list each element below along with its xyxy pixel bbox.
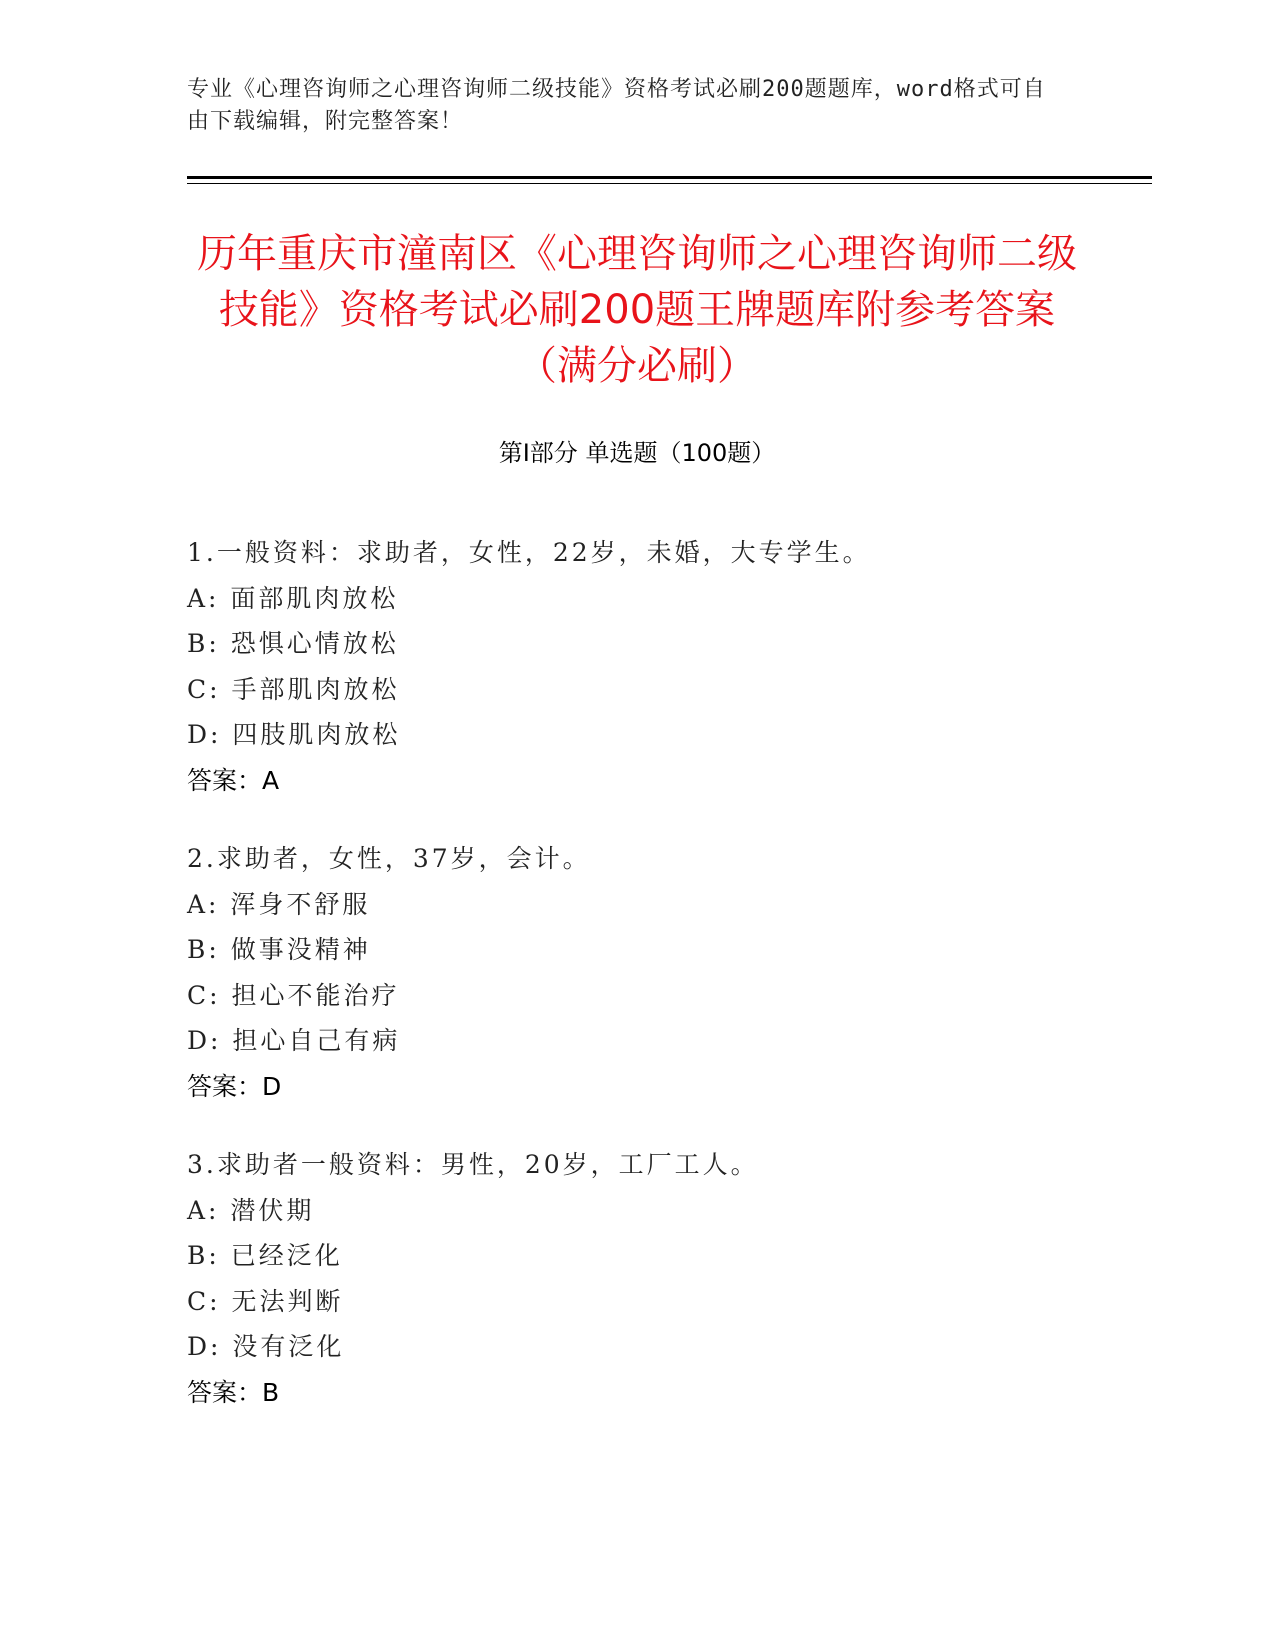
answer-line: 答案：A — [187, 765, 280, 795]
answer-line: 答案：D — [187, 1071, 282, 1101]
option-c: C: 手部肌肉放松 — [187, 674, 400, 704]
option-b: B: 已经泛化 — [187, 1241, 343, 1270]
option-d: D: 担心自己有病 — [187, 1026, 401, 1055]
question-stem: 1.一般资料：求助者，女性，22岁，未婚，大专学生。 — [187, 538, 871, 567]
option-a: A: 面部肌肉放松 — [187, 583, 399, 613]
option-a: A: 浑身不舒服 — [187, 889, 371, 919]
document-title: 历年重庆市潼南区《心理咨询师之心理咨询师二级技能》资格考试必刷200题王牌题库附参考答案（满分必刷） — [197, 231, 1077, 389]
option-b: B: 做事没精神 — [187, 935, 371, 964]
question-stem: 3.求助者一般资料：男性，20岁，工厂工人。 — [187, 1150, 759, 1179]
header-rule-thick — [187, 176, 1152, 179]
question-2 — [187, 836, 1087, 1109]
option-d: D: 四肢肌肉放松 — [187, 720, 401, 749]
answer-line: 答案：B — [187, 1377, 280, 1407]
question-stem: 2.求助者，女性，37岁，会计。 — [187, 844, 591, 873]
header-note: 专业《心理咨询师之心理咨询师二级技能》资格考试必刷200题题库，word格式可自由下载编辑，附完整答案！ — [187, 77, 1046, 134]
header-rule-thin — [187, 183, 1152, 184]
option-a: A: 潜伏期 — [187, 1195, 315, 1225]
question-list — [187, 530, 1087, 1448]
question-1 — [187, 530, 1087, 803]
section-title: 第I部分 单选题（100题） — [498, 439, 776, 467]
option-d: D: 没有泛化 — [187, 1332, 345, 1361]
option-c: C: 无法判断 — [187, 1286, 344, 1316]
option-c: C: 担心不能治疗 — [187, 980, 400, 1010]
option-b: B: 恐惧心情放松 — [187, 629, 399, 658]
question-3 — [187, 1142, 1087, 1415]
